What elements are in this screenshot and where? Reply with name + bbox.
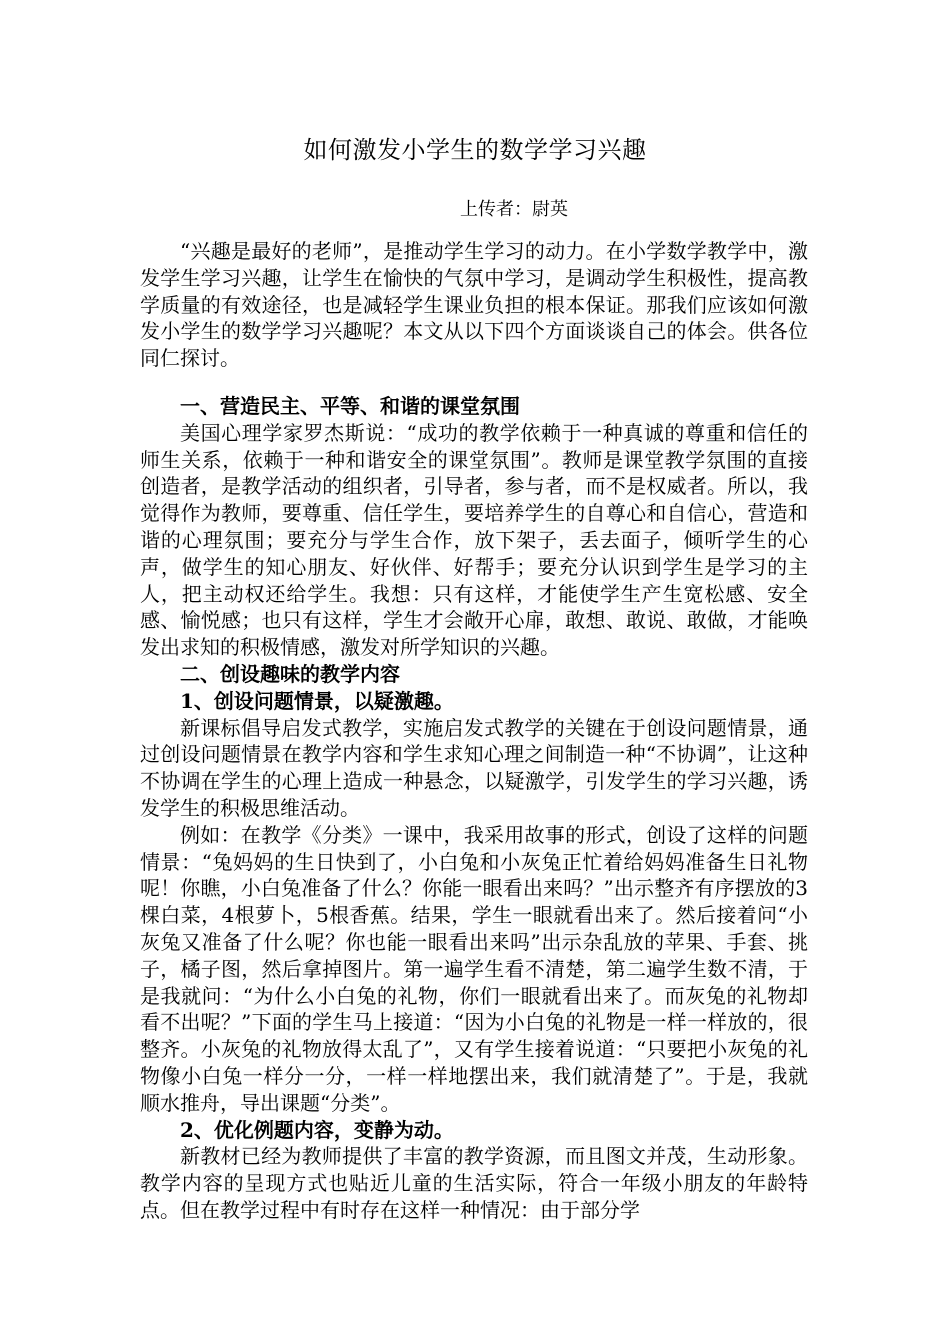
subsection-heading-1: 1、创设问题情景，以疑激趣。 [180, 688, 454, 713]
intro-paragraph [140, 238, 808, 372]
uploader-line: 上传者：尉英 [460, 199, 568, 220]
subsection1-paragraph-2: 例如：在教学《分类》一课中，我采用故事的形式，创设了这样的问题情景：“兔妈妈的生日快到了，小白兔和小灰兔正忙着给妈妈准备生日礼物呢！你瞧，小白兔准备了什么？你能一眼看出来吗？”出示整齐有序摆放的3棵白菜，4根萝卜，5根香蕉。结果，学生一眼就看出来了。然后接着问“小灰兔又准备了什么呢？你也能一眼看出来吗”出示杂乱放的苹果、手套、挑子，橘子图，然后拿掉图片。第一遍学生看不清楚，第二遍学生数不清，于是我就问：“为什么小白兔的礼物，你们一眼就看出来了。而灰兔的礼物却看不出呢？”下面的学生马上接道：“因为小白兔的礼物是一样一样放的，很整齐。小灰兔的礼物放得太乱了”，又有学生接着说道：“只要把小灰兔的礼物像小白兔一样分一分，一样一样地摆出来，我们就清楚了”。于是，我就顺水推舟，导出课题“分类”。 [140, 822, 808, 1115]
section1-paragraph: 美国心理学家罗杰斯说：“成功的教学依赖于一种真诚的尊重和信任的师生关系，依赖于一种和谐安全的课堂氛围”。教师是课堂教学氛围的直接创造者，是教学活动的组织者，引导者，参与者，而不是权威者。所以，我觉得作为教师，要尊重、信任学生，要培养学生的自尊心和自信心，营造和谐的心理氛围；要充分与学生合作，放下架子，丢去面子，倾听学生的心声，做学生的知心朋友、好伙伴、好帮手；要充分认识到学生是学习的主人，把主动权还给学生。我想：只有这样，才能使学生产生宽松感、安全感、愉悦感；也只有这样，学生才会敞开心扉，敢想、敢说、敢做，才能唤发出求知的积极情感，激发对所学知识的兴趣。 [140, 420, 808, 660]
subsection2-paragraph-1: 新教材已经为教师提供了丰富的教学资源，而且图文并茂，生动形象。教学内容的呈现方式也贴近儿童的生活实际，符合一年级小朋友的年龄特点。但在教学过程中有时存在这样一种情况：由于部分学 [140, 1144, 808, 1222]
subsection-heading-2: 2、优化例题内容，变静为动。 [180, 1117, 454, 1142]
section-heading-1: 一、营造民主、平等、和谐的课堂氛围 [180, 394, 520, 418]
document-title: 如何激发小学生的数学学习兴趣 [303, 136, 647, 164]
section-heading-2: 二、创设趣味的教学内容 [180, 661, 400, 686]
intro-text: “兴趣是最好的老师”，是推动学生学习的动力。在小学数学教学中，激发学生学习兴趣，让学生在愉快的气氛中学习，是调动学生积极性，提高教学质量的有效途径，也是减轻学生课业负担的根本保证。那我们应该如何激发小学生的数学学习兴趣呢？本文从以下四个方面谈谈自己的体会。供各位同仁探讨。 [140, 239, 808, 371]
subsection1-paragraph-1: 新课标倡导启发式教学，实施启发式教学的关键在于创设问题情景，通过创设问题情景在教学内容和学生求知心理之间制造一种“不协调”，让这种不协调在学生的心理上造成一种悬念，以疑激学，引发学生的学习兴趣，诱发学生的积极思维活动。 [140, 715, 808, 820]
main-body [140, 393, 808, 1224]
